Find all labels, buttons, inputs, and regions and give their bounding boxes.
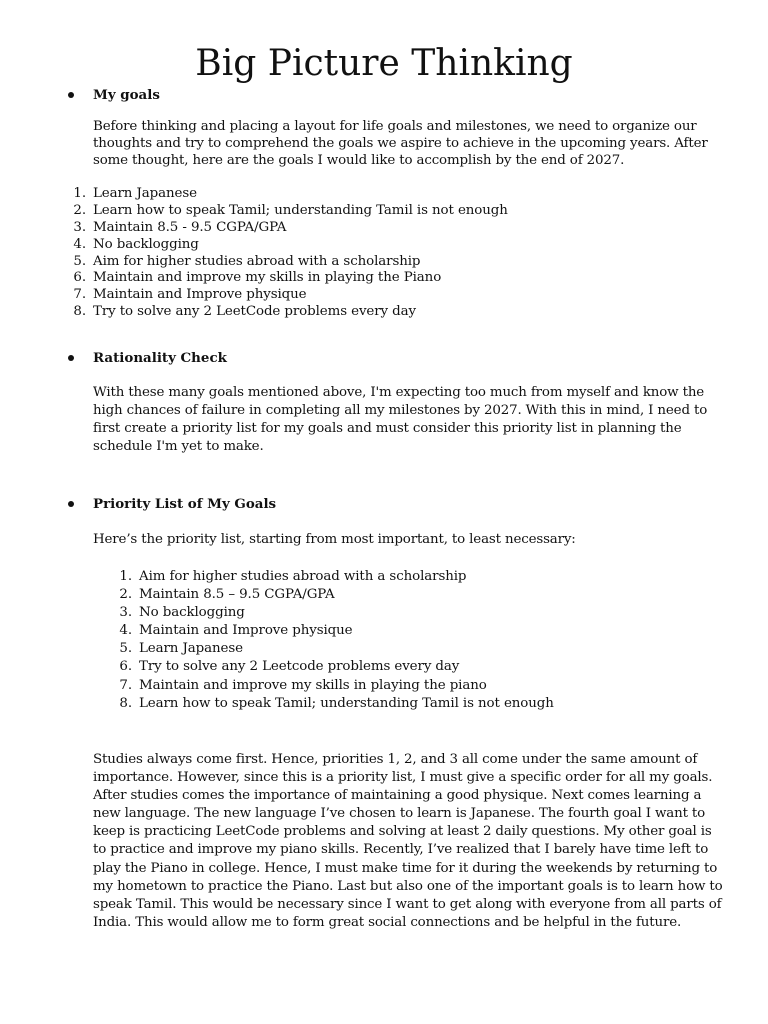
- list-number: 2.: [73, 202, 86, 218]
- list-item: [119, 658, 554, 676]
- list-number: 1.: [73, 186, 86, 201]
- list-item: [119, 695, 554, 713]
- list-text: Aim for higher studies abroad with a scholarship: [139, 569, 467, 584]
- list-text: Maintain 8.5 - 9.5 CGPA/GPA: [93, 219, 287, 235]
- list-number: 7.: [119, 677, 132, 693]
- list-number: 2.: [119, 587, 132, 603]
- list-item: [73, 304, 508, 321]
- list-text: Aim for higher studies abroad with a scholarship: [93, 253, 421, 269]
- list-number: 8.: [119, 695, 132, 711]
- bullet-item-my-goals: [0, 85, 768, 105]
- list-item: [73, 202, 508, 220]
- list-item: [73, 287, 508, 304]
- list-text: Try to solve any 2 Leetcode problems every day: [139, 659, 460, 675]
- list-text: Maintain and improve my skills in playing the Piano: [93, 270, 442, 286]
- list-item: [73, 186, 508, 203]
- list-item: [119, 622, 554, 640]
- bullet-icon: [68, 92, 74, 98]
- priority-conclusion-paragraph: Studies always come first. Hence, priorities 1, 2, and 3 all come under the same amount of importance. However, since this is a priority list, I must give a specific order for all my goals. After studies comes the importance of maintaining a good physique. Next comes learning a new language. The new language I’ve chosen to learn is Japanese. The fourth goal I want to keep is practicing LeetCode problems and solving at least 2 daily questions. My other goal is to practice and improve my piano skills. Recently, I’ve realized that I barely have time left to play the Piano in college. Hence, I must make time for it during the weekends by returning to my hometown to practice the Piano. Last but also one of the important goals is to learn how to speak Tamil. This would be necessary since I want to get along with everyone from all parts of India. This would allow me to form great social connections and be helpful in the future.: [93, 752, 723, 930]
- priority-numbered-list: [119, 568, 554, 713]
- list-item: [119, 568, 554, 586]
- list-number: 4.: [119, 623, 132, 639]
- list-text: Try to solve any 2 LeetCode problems every day: [93, 304, 417, 320]
- list-number: 6.: [119, 659, 132, 675]
- list-item: [119, 604, 554, 622]
- bullet-item-priority: [0, 494, 768, 514]
- section-heading: Priority List of My Goals: [93, 496, 277, 512]
- list-text: Learn Japanese: [139, 641, 243, 657]
- list-number: 3.: [119, 605, 132, 621]
- list-text: No backlogging: [93, 236, 199, 252]
- list-number: 3.: [73, 219, 86, 235]
- list-text: Learn how to speak Tamil; understanding Tamil is not enough: [93, 202, 508, 218]
- list-number: 6.: [73, 270, 86, 286]
- list-number: 8.: [73, 304, 86, 320]
- list-text: Maintain 8.5 – 9.5 CGPA/GPA: [139, 587, 335, 603]
- list-number: 7.: [73, 287, 86, 303]
- document-title: Big Picture Thinking: [195, 43, 573, 84]
- list-number: 5.: [119, 641, 132, 657]
- list-text: Maintain and Improve physique: [139, 623, 353, 639]
- list-text: No backlogging: [139, 605, 245, 621]
- section-rationality-check: [0, 348, 768, 368]
- goals-intro-paragraph: Before thinking and placing a layout for life goals and milestones, we need to organize our thoughts and try to comprehend the goals we aspire to achieve in the upcoming years. After some thought, here are the goals I would like to accomplish by the end of 2027.: [93, 119, 708, 168]
- list-item: [73, 236, 508, 254]
- priority-intro-paragraph: Here’s the priority list, starting from most important, to least necessary:: [93, 532, 576, 547]
- rationality-paragraph: With these many goals mentioned above, I'm expecting too much from myself and know the high chances of failure in completing all my milestones by 2027. With this in mind, I need to first create a priority list for my goals and must consider this priority list in planning the schedule I'm yet to make.: [93, 385, 708, 455]
- list-number: 4.: [73, 236, 86, 252]
- list-item: [119, 586, 554, 604]
- list-item: [73, 219, 508, 237]
- bullet-item-rationality: [0, 348, 768, 368]
- list-item: [73, 253, 508, 271]
- section-priority-list: [0, 494, 768, 514]
- list-text: Learn how to speak Tamil; understanding Tamil is not enough: [139, 695, 554, 711]
- list-number: 5.: [73, 253, 86, 269]
- list-item: [119, 640, 554, 658]
- list-item: [119, 677, 554, 695]
- section-my-goals: [0, 85, 768, 105]
- bullet-icon: [68, 501, 74, 507]
- list-text: Maintain and improve my skills in playing the piano: [139, 677, 487, 693]
- bullet-icon: [68, 355, 74, 361]
- goals-numbered-list: [73, 186, 508, 321]
- list-item: [73, 270, 508, 287]
- list-text: Maintain and Improve physique: [93, 287, 307, 303]
- list-text: Learn Japanese: [93, 186, 197, 201]
- section-heading: Rationality Check: [93, 350, 227, 366]
- list-number: 1.: [119, 569, 132, 584]
- section-heading: My goals: [93, 87, 160, 103]
